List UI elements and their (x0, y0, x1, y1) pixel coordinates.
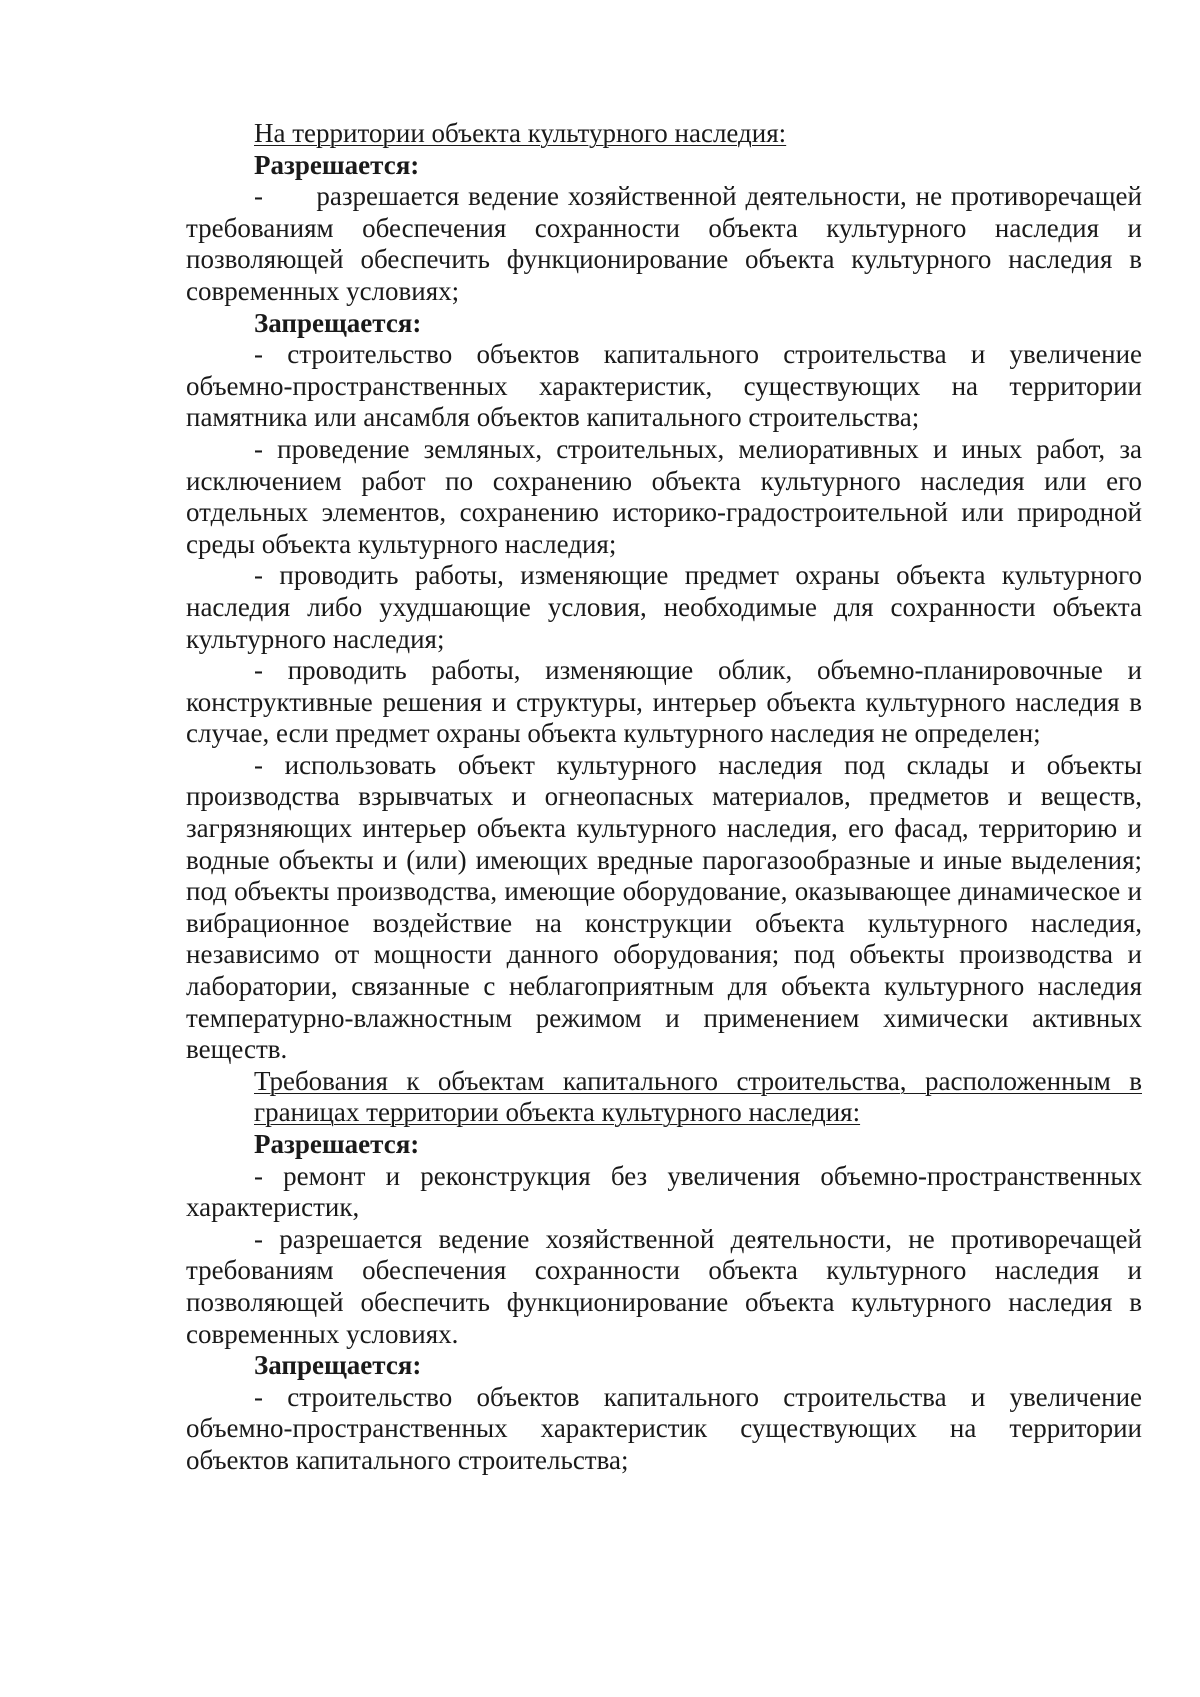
list-item: - строительство объектов капитального строительства и увеличение объемно-пространственных характеристик существующих на территории объектов капитального строительства; (186, 1381, 1142, 1475)
section-title: Требования к объектам капитального строительства, расположенным в границах территории объекта культурного наследия: (254, 1065, 1142, 1128)
list-item: - использовать объект культурного наследия под склады и объекты производства взрывчатых и огнеопасных материалов, предметов и веществ, загрязняющих интерьер объекта культурного наследия, его фасад, территорию и водные объекты и (или) имеющих вредные парогазообразные и иные выделения; под объекты производства, имеющие оборудование, оказывающее динамическое и вибрационное воздействие на конструкции объекта культурного наследия, независимо от мощности данного оборудования; под объекты производства и лаборатории, связанные с неблагоприятным для объекта культурного наследия температурно-влажностным режимом и применением химически активных веществ. (186, 749, 1142, 1065)
list-item: - строительство объектов капитального строительства и увеличение объемно-пространственных характеристик, существующих на территории памятника или ансамбля объектов капитального строительства; (186, 339, 1142, 433)
list-item: - проведение земляных, строительных, мелиоративных и иных работ, за исключением работ по сохранению объекта культурного наследия или его отдельных элементов, сохранению историко-градостроительной или природной среды объекта культурного наследия; (186, 433, 1142, 559)
document-body (186, 118, 1142, 1477)
list-item: - проводить работы, изменяющие предмет охраны объекта культурного наследия либо ухудшающие условия, необходимые для сохранности объекта культурного наследия; (186, 560, 1142, 654)
allowed-heading: Разрешается: (254, 149, 420, 180)
allowed-heading: Разрешается: (254, 1129, 420, 1159)
prohibited-heading: Запрещается: (254, 307, 422, 338)
prohibited-heading: Запрещается: (254, 1350, 422, 1381)
list-item: - ремонт и реконструкция без увеличения объемно-пространственных характеристик, (186, 1160, 1142, 1223)
list-item: - разрешается ведение хозяйственной деятельности, не противоречащей требованиям обеспечения сохранности объекта культурного наследия и позволяющей обеспечить функционирование объекта культурного наследия в современных условиях. (186, 1223, 1142, 1349)
list-item: - проводить работы, изменяющие облик, объемно-планировочные и конструктивные решения и структуры, интерьер объекта культурного наследия в случае, если предмет охраны объекта культурного наследия не определен; (186, 655, 1142, 749)
list-item: - разрешается ведение хозяйственной деятельности, не противоречащей требованиям обеспечения сохранности объекта культурного наследия и позволяющей обеспечить функционирование объекта культурного наследия в современных условиях; (186, 181, 1142, 306)
section-title: На территории объекта культурного наследия: (254, 118, 787, 148)
